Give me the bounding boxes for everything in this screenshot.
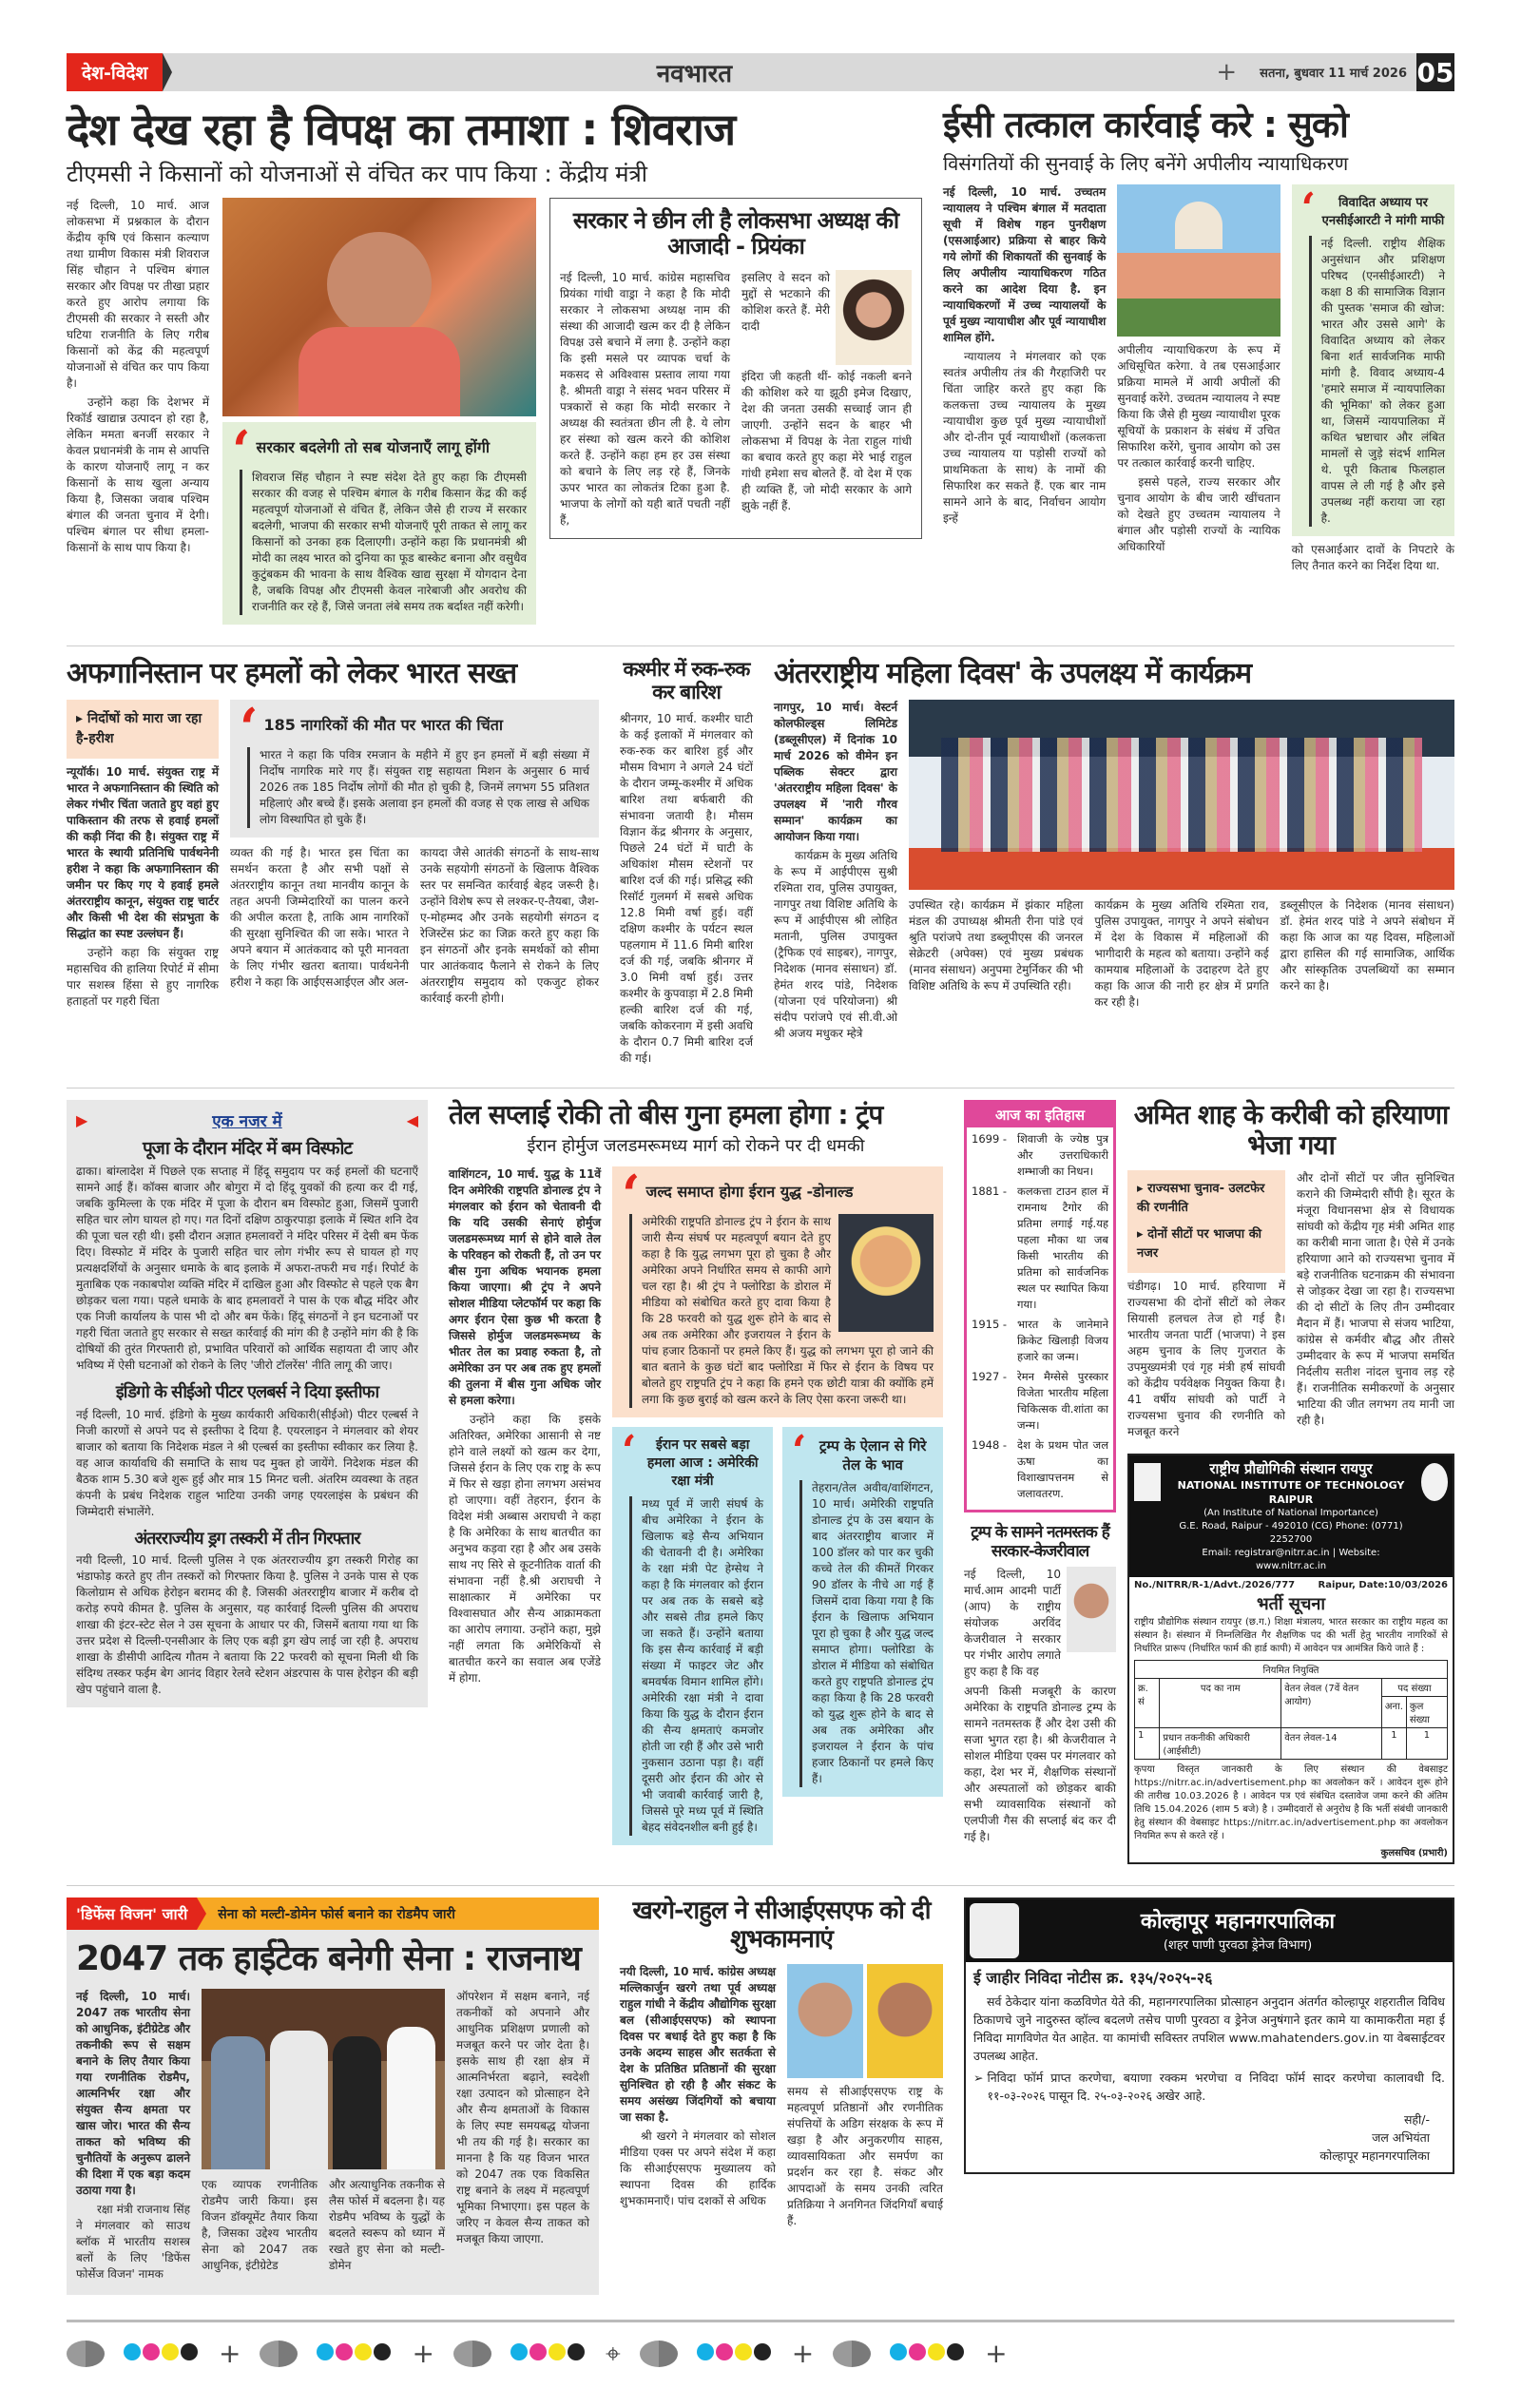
color-dot-icon	[510, 2343, 528, 2360]
amit-shah-col2: और दोनों सीटों पर जीत सुनिश्चित कराने की जिम्मेदारी सौंपी है। सूरत के मंजूरा विधानसभा क्षेत्र से विधायक सांघवी को केंद्रीय गृह मंत्री अमित शाह का करीबी माना जाता है। ऐसे में उनके हरियाणा आने को राज्यसभा चुनाव में बड़े राजनीतिक घटनाक्रम की संभावना से जोड़कर देखा जा रहा है। राज्यसभा की दो सीटों के लिए तीन उम्मीदवार मैदान में हैं। भाजपा से संजय भाटिया, कांग्रेस से कर्मवीर बौद्ध और तीसरे उम्मीदवार के रूप में भाजपा समर्थित निर्दलीय सतीश नांदल चुनाव लड़ रहे हैं। राजनीतिक समीकरणों के अनुसार भाटिया की जीत लगभग तय मानी जा रही है।	[1297, 1171, 1454, 1428]
article-kashmir	[620, 658, 753, 1067]
bullet-item	[1137, 1225, 1276, 1263]
color-dots	[697, 2343, 773, 2364]
kashmir-body: श्रीनगर, 10 मार्च. कश्मीर घाटी के कई इलाकों में मंगलवार को रुक-रुक कर बारिश हुई और मौसम विभाग ने अगले 24 घंटों के दौरान जम्मू-कश्मीर में अधिक बारिश तथा बर्फबारी की संभावना जतायी है। मौसम विज्ञान केंद्र श्रीनगर के अनुसार, पिछले 24 घंटों में घाटी के अधिकांश मौसम स्टेशनों पर बारिश दर्ज की गई। प्रसिद्ध स्की रिसॉर्ट गुलमर्ग में सबसे अधिक 12.8 मिमी वर्षा हुई। वहीं दक्षिण कश्मीर के पर्यटन स्थल पहलगाम में 11.6 मिमी बारिश दर्ज की गई, जबकि श्रीनगर में 3.0 मिमी वर्षा हुई। उत्तर कश्मीर के कुपवाड़ा में 2.8 मिमी हल्की बारिश दर्ज की गई, जबकि कोकरनाग में इसी अवधि के दौरान 0.7 मिमी बारिश दर्ज की गई।	[620, 711, 753, 1065]
registration-plus-icon: +	[219, 2338, 241, 2370]
photo-womens-day-event	[909, 700, 1454, 890]
defence-strap-row	[67, 1898, 599, 1930]
history-text: शिवाजी के ज्येष्ठ पुत्र और उत्तराधिकारी शम्भाजी का निधन।	[1017, 1131, 1108, 1178]
kmc-notice-no: ई जाहीर निविदा नोटीस क्र. १३५/२०२५-२६	[973, 1969, 1213, 1988]
history-year: 1948 -	[972, 1437, 1008, 1452]
nit-table-header: क्र. सं	[1135, 1679, 1160, 1728]
kejriwal-body-a: नई दिल्ली, 10 मार्च.आम आदमी पार्टी (आप) के राष्ट्रीय संयोजक अरविंद केजरीवाल ने सरकार पर गंभीर आरोप लगाते हुए कहा है कि वह	[964, 1568, 1061, 1679]
color-dot-icon	[716, 2343, 733, 2360]
history-text: रेमन मैग्सेसे पुरस्कार विजेता भारतीय महिला चिकित्सक वी.शांता का जन्म।	[1017, 1369, 1108, 1432]
defence-col3: और अत्याधुनिक तकनीक से लैस फोर्स में बदलना है। यह रोडमैप भविष्य के युद्धों के बदलते स्वरूप को ध्यान में रखते हुए सेना को मल्टी-डोमेन	[329, 2177, 445, 2272]
quote-title: सरकार बदलेगी तो सब योजनाएँ लागू होंगी	[256, 437, 491, 456]
quote-mark-icon: ‘	[622, 1426, 637, 1475]
kmc-bullet-text: निविदा फॉर्म प्राप्त करणेचा, बयाणा रक्कम भरणेचा व निविदा फॉर्म सादर करणेचा कालावधी दि. ११-०३-२०२६ पासून दि. २५-०३-२०२६ अखेर आहे.	[987, 2071, 1445, 2104]
ncert-body: नई दिल्ली. राष्ट्रीय शैक्षिक अनुसंधान और प्रशिक्षण परिषद (एनसीईआरटी) ने कक्षा 8 की सामाजिक विज्ञान की पुस्तक 'समाज की खोज: भारत और उससे आगे' के विवादित अध्याय को लेकर बिना शर्त सार्वजनिक माफी मांगी है. विवाद अध्याय-4 'हमारे समाज में न्यायपालिका की भूमिका' को लेकर हुआ था, जिसमें न्यायपालिका में कथित भ्रष्टाचार और लंबित मामलों से जुड़े संदर्भ शामिल थे. पूरी किताब फिलहाल वापस ले ली गई है और इसे उपलब्ध नहीं कराया जा रहा है.	[1309, 236, 1445, 527]
registration-plus-icon: +	[1216, 58, 1238, 87]
ncert-title: विवादित अध्याय पर एनसीईआरटी ने मांगी माफी	[1321, 195, 1445, 228]
history-and-amit	[964, 1100, 1454, 1864]
nit-ref-no: No./NITRR/R-1/Advt./2026/777	[1134, 1580, 1296, 1591]
defence-col4: ऑपरेशन में सक्षम बनाने, नई तकनीकों को अपनाने और आधुनिक प्रशिक्षण प्रणाली को मजबूत करने पर जोर देता है। इसके साथ ही रक्षा क्षेत्र में आत्मनिर्भरता बढ़ाने, स्वदेशी रक्षा उत्पादन को प्रोत्साहन देने और सैन्य क्षमताओं के विकास के लिए स्पष्ट समयबद्ध योजना भी तय की गई है। सरकार का मानना है कि यह विजन भारत को 2047 तक एक विकसित राष्ट्र बनाने के लक्ष्य में महत्वपूर्ण भूमिका निभाएगा। इस पहल के जरिए न केवल सैन्य ताकत को मजबूत किया जाएगा.	[456, 1989, 589, 2245]
defence-columns	[76, 1989, 589, 2285]
headline-kharge: खरगे-राहुल ने सीआईएसएफ को दी शुभकामनाएं	[632, 1897, 931, 1955]
defence-tag: 'डिफेंस विजन' जारी	[67, 1898, 197, 1930]
color-dot-icon	[374, 2343, 391, 2360]
color-dot-icon	[754, 2343, 771, 2360]
trump-columns	[449, 1163, 943, 1845]
history-list	[967, 1127, 1113, 1510]
afghan-col2: व्यक्त की गई है। भारत इस चिंता का समर्थन करता है और सभी पक्षों से अंतरराष्ट्रीय कानून तथा मानवीय कानून के तहत अपनी जिम्मेदारियों का पालन करने की अपील करता है, ताकि आम नागरिकों की सुरक्षा सुनिश्चित की जा सके। भारत ने अपने बयान में आतंकवाद को पूरी मानवता के लिए गंभीर खतरा बताया। पार्वथनेनी हरीश ने कहा कि आईएसआईएल और अल-	[230, 846, 409, 990]
color-dot-icon	[549, 2343, 566, 2360]
row-third	[67, 1088, 1454, 1864]
newspaper-page	[67, 0, 1454, 2408]
paragraph: अपीलीय न्यायाधिकरण के रूप में अधिसूचित करेगा. वे तब एसआईआर प्रक्रिया मामले में आयी अपीलों की सुनवाई करेंगे. उच्चतम न्यायालय ने स्पष्ट किया कि जैसे ही मुख्य न्यायाधीश पूरक सूचियों के प्रकाशन के संबंध में उचित सिफारिश करेंगे, चुनाव आयोग को उस पर तत्काल कार्रवाई करनी चाहिए.	[1117, 342, 1280, 470]
photo-kharge	[867, 1964, 943, 2078]
table-row	[1135, 1728, 1448, 1760]
color-dot-icon	[181, 2343, 198, 2360]
ek-nazar-header	[76, 1109, 418, 1131]
ad-nit-raipur	[1127, 1454, 1454, 1864]
triangle-bullet-icon: ▸	[1137, 1227, 1148, 1243]
section-tag: देश-विदेश	[67, 53, 163, 91]
kicker-text: निर्दोषों को मारा जा रहा है-हरीश	[76, 711, 202, 747]
nit-footer: कृपया विस्तृत जानकारी के लिए संस्थान की वेबसाइट https://nitrr.ac.in/advertisement.php का अवलोकन करें । आवेदन शुरू होने की तारीख 10.03.2026 है । आवेदन पत्र एवं संबंधित दस्तावेज जमा करने की अंतिम तिथि 15.04.2026 (शाम 5 बजे) है । उम्मीदवारों से अनुरोध है कि भर्ती संबंधी जानकारी हेतु संस्थान की वेबसाइट https://nitrr.ac.in/advertisement.php का अवलोकन नियमित रूप से करते रहें ।	[1134, 1764, 1448, 1842]
color-dot-icon	[529, 2343, 547, 2360]
masthead-bar	[67, 53, 1454, 91]
ek-nazar-story1-title: पूजा के दौरान मंदिर में बम विस्फोट	[142, 1137, 353, 1159]
oil-prices-title: ट्रम्प के ऐलान से गिरे तेल के भाव	[818, 1436, 927, 1474]
nit-table-header: अना.	[1381, 1697, 1406, 1728]
color-dot-icon	[317, 2343, 334, 2360]
bullet-item	[1137, 1180, 1276, 1218]
womens-day-columns	[774, 700, 1454, 1045]
registration-oval-icon	[453, 2341, 491, 2367]
paragraph: उन्होंने कहा कि इसके अतिरिक्त, अमेरिका आसानी से नष्ट होने वाले लक्ष्यों को खत्म कर देगा, जिससे ईरान के लिए एक राष्ट्र के रूप में फिर से खड़ा होना लगभग असंभव हो जाएगा। वहीं तेहरान, ईरान के विदेश मंत्री अब्बास अराघची ने कहा है कि अमेरिका के साथ बातचीत का अनुभव कड़वा रहा है और अब उसके साथ नए सिरे से कूटनीतिक वार्ता की संभावना नहीं है.श्री अराघची ने साक्षात्कार में अमेरिका पर विश्वासघात और सैन्य आक्रामकता का आरोप लगाया. उन्होंने कहा, मुझे नहीं लगता कि अमेरिकियों से बातचीत करने का सवाल अब एजेंडे में होगा.	[449, 1412, 601, 1685]
history-item	[972, 1184, 1108, 1313]
nit-contact: Email: registrar@nitrr.ac.in | Website: www.nitrr.ac.in	[1202, 1548, 1380, 1572]
color-dot-icon	[928, 2343, 945, 2360]
paragraph: इससे पहले, राज्य सरकार और चुनाव आयोग के बीच जारी खींचतान को देखते हुए उच्चतम न्यायालय ने बंगाल और पड़ोसी राज्यों के न्यायिक अधिकारियों	[1117, 474, 1280, 553]
paragraph: नई दिल्ली, 10 मार्च।2047 तक भारतीय सेना को आधुनिक, इंटीग्रेटेड और तकनीकी रूप से सक्षम बनाने के लिए तैयार किया गया रणनीतिक रोडमैप, आत्मनिर्भर रक्षा और संयुक्त सैन्य क्षमता पर खास जोर। भारत की सैन्य ताकत को भविष्य की चुनौतियों के अनुरूप ढालने की दिशा में एक बड़ा कदम उठाया गया है।	[76, 1989, 190, 2197]
registration-oval-icon	[260, 2341, 298, 2367]
emblem-icon	[1134, 1463, 1161, 1501]
history-year: 1915 -	[972, 1317, 1008, 1331]
paragraph: उन्होंने कहा कि देशभर में रिकॉर्ड खाद्यान्न उत्पादन हो रहा है, लेकिन ममता बनर्जी सरकार ने केवल प्रधानमंत्री के नाम से आपत्ति के कारण योजनाएँ लागू न कर किसानों के साथ खुला अन्याय किया है, जिसका जवाब पश्चिम बंगाल की जनता चुनाव में देगी। पश्चिम बंगाल पर सीधा हमला- किसानों के साथ पाप किया है।	[67, 395, 209, 554]
color-dot-icon	[735, 2343, 752, 2360]
kmc-sign-3: कोल्हापूर महानगरपालिका	[1319, 2148, 1430, 2164]
sidebar-ncert	[1292, 184, 1454, 536]
quote-title: जल्द समाप्त होगा ईरान युद्ध -डोनाल्ड	[645, 1182, 854, 1201]
article-amit-shah	[1127, 1100, 1454, 1864]
quote-mark-icon: ‘	[792, 1426, 807, 1475]
history-label: आज का इतिहास	[967, 1103, 1113, 1127]
headline-ec: ईसी तत्काल कार्रवाई करे : सुको	[943, 104, 1348, 145]
nit-table-caption: नियमित नियुक्ति	[1135, 1661, 1448, 1679]
history-text: देश के प्रथम पोत जल ऊषा का विशाखापत्तनम से जलावतरण.	[1017, 1437, 1108, 1500]
defence-block	[67, 1898, 599, 2294]
afghan-col3: कायदा जैसे आतंकी संगठनों के साथ-साथ उनके सहयोगी संगठनों के खिलाफ वैश्विक स्तर पर समन्वित कार्रवाई बेहद जरूरी है। उन्होंने विशेष रूप से लश्कर-ए-तैयबा, जैश-ए-मोहम्मद और उनके सहयोगी संगठन द रेजिस्टेंस फ्रंट का जिक्र करते हुए कहा कि इन संगठनों और इनके समर्थकों को सीमा पार आतंकवाद फैलाने से रोकने के लिए अंतरराष्ट्रीय समुदाय को एकजुट होकर कार्रवाई करनी होगी।	[420, 846, 599, 1006]
quote-mark-icon: ‘	[622, 1163, 641, 1226]
ek-nazar-story2-body: नई दिल्ली, 10 मार्च. इंडिगो के मुख्य कार्यकारी अधिकारी(सीईओ) पीटर एल्बर्स ने निजी कारणों से अपने पद से इस्तीफा दे दिया है. एयरलाइन ने मंगलवार को शेयर बाजार को बताया कि निदेशक मंडल ने श्री एल्बर्स का इस्तीफा स्वीकार कर लिया है. वह आज कार्यावधि की समाप्ति के साथ पद मुक्त हो जायेंगे. निदेशक मंडल की बैठक शाम 5.30 बजे शुरू हुई और मात्र 15 मिनट चली. अंतरिम व्यवस्था के तहत कंपनी के प्रबंध निदेशक राहुल भाटिया उनकी जगह एयरलाइंस के प्रबंधन की जिम्मेदारी संभालेंगे.	[76, 1407, 418, 1518]
box-us-defence	[612, 1427, 773, 1845]
headline-amit-shah: अमित शाह के करीबी को हरियाणा भेजा गया	[1133, 1098, 1449, 1162]
nit-table-wrap	[1129, 1660, 1453, 1760]
headline-kashmir: कश्मीर में रुक-रुक कर बारिश	[623, 657, 750, 703]
nit-ref-row	[1129, 1577, 1453, 1593]
headline-kejriwal: ट्रम्प के सामने नतमस्तक हैं सरकार-केजरीवाल	[971, 1522, 1109, 1561]
history-year: 1881 -	[972, 1184, 1008, 1198]
row-top	[67, 105, 1454, 625]
paragraph: नयी दिल्ली, 10 मार्च. कांग्रेस अध्यक्ष मल्लिकार्जुन खरगे तथा पूर्व अध्यक्ष राहुल गांधी ने केंद्रीय औद्योगिक सुरक्षा बल (सीआईएसएफ) को स्थापना दिवस पर बधाई देते हुए कहा है कि उनके अदम्य साहस और सतर्कता से देश के प्रतिष्ठित प्रतिष्ठानों की सुरक्षा सुनिश्चित हो रही है और संकट के समय असंख्य जिंदगियों को बचाया जा सका है.	[620, 1965, 776, 2125]
arrow-bullet-icon: ➢	[973, 2071, 984, 2086]
color-dot-icon	[909, 2343, 926, 2360]
row-second	[67, 645, 1454, 1067]
defence-col1	[76, 1989, 190, 2285]
kmc-header-text	[1027, 1908, 1449, 1955]
womens-day-col1	[774, 700, 897, 1045]
history-item	[972, 1317, 1108, 1365]
photo-rahul	[787, 1964, 863, 2078]
nit-table-header: कुल संख्या	[1406, 1697, 1447, 1728]
quote-body-wrap	[629, 1214, 934, 1408]
nit-header	[1129, 1455, 1453, 1577]
priyanka-col2a: इसलिए वे सदन को मुद्दों से भटकाने की कोशिश करते हैं. मेरी दादी	[741, 270, 830, 333]
nit-tagline: (An Institute of National Importance)	[1203, 1508, 1378, 1519]
paper-name: नवभारत	[656, 60, 733, 88]
article-priyanka	[549, 198, 922, 539]
kmc-logo-icon	[970, 1903, 1019, 1958]
quote-box-trump	[612, 1163, 943, 1417]
ek-nazar-story2-title: इंडिगो के सीईओ पीटर एलबर्स ने दिया इस्तीफा	[115, 1381, 379, 1402]
paragraph: कार्यक्रम के मुख्य अतिथि के रूप में आईपीएस सुश्री रश्मिता राव, पुलिस उपायुक्त, नागपुर तथा विशिष्ट अतिथि के रूप में आईपीएस श्री लोहित मतानी, पुलिस उपायुक्त (ट्रैफिक एवं साइबर), नागपुर, निदेशक (मानव संसाधन) डॉ. हेमंत शरद पांडे, निदेशक (योजना एवं परियोजना) श्री संदीप परांजपे एवं सी.वी.ओ श्री अजय मधुकर म्हेत्रे	[774, 849, 897, 1041]
article-defence	[67, 1930, 599, 2294]
article-trump	[449, 1100, 943, 1845]
history-text: कलकत्ता टाउन हाल में रामनाथ टैगोर की प्रतिमा लगाई गई.यह पहला मौका था जब किसी भारतीय की प्रतिमा को सार्वजनिक स्थल पर स्थापित किया गया।	[1017, 1184, 1108, 1311]
quote-body: अमेरिकी राष्ट्रपति डोनाल्ड ट्रंप ने ईरान के साथ जारी सैन्य संघर्ष पर महत्वपूर्ण बयान देते हुए कहा है कि युद्ध लगभग पूरा हो चुका है और अमेरिका अपने निर्धारित समय से काफी आगे चल रहा है। श्री ट्रंप ने फ्लोरिडा के डोराल में मीडिया को संबोधित करते हुए दावा किया है कि 28 फरवरी को युद्ध शुरू होने के बाद से अब तक अमेरिका और इजरायल ने ईरान के पांच हजार ठिकानों पर हमले किए हैं। युद्ध को लगभग पूरा हो जाने की बात बताने के कुछ घंटों बाद फ्लोरिडा में फिर से ईरान के विषय पर बोलते हुए राष्ट्रपति ट्रंप ने कहा कि हमने एक छोटी यात्रा की क्योंकि हमें लगा कि कुछ बुराई को खत्म करने के लिए ऐसा करना जरूरी था।	[642, 1214, 934, 1406]
color-dots	[510, 2343, 587, 2364]
defence-col2: एक व्यापक रणनीतिक रोडमैप जारी किया। इस विजन डॉक्यूमेंट तैयार किया है, जिसका उद्देश्य भारतीय सेना को 2047 तक आधुनिक, इंटीग्रेटेड	[202, 2177, 318, 2272]
trump-right	[612, 1163, 943, 1845]
registration-marks	[67, 2320, 1454, 2370]
triangle-bullet-icon: ▸	[76, 711, 87, 727]
registration-oval-icon	[67, 2341, 105, 2367]
kmc-body: सर्व ठेकेदार यांना कळविणेत येते की, महानगरपालिका प्रोत्साहन अनुदान अंतर्गत कोल्हापूर शहरातील विविध ठिकाणचे जुने नादुरुस्त व्हॉल्व बदलणे तसेच पाणी पुरवठा व ड्रेनेज अनुषंगाने इतर कामे या कामाकरीता महा ई निविदा मागविणेत येत आहेत. या कामांची सविस्तर तपशिल www.mahatenders.gov.in या वेबसाईटवर उपलब्ध आहेत.	[973, 1994, 1445, 2064]
kmc-sign-2: जल अभियंता	[1372, 2130, 1430, 2146]
ek-nazar-story3-title: अंतरराज्यीय ड्रग तस्करी में तीन गिरफ्तार	[134, 1528, 360, 1549]
box-oil-prices	[782, 1427, 943, 1797]
kmc-wrap	[964, 1898, 1454, 2174]
kharge-columns	[620, 1964, 943, 2229]
ek-nazar-story1-body: ढाका। बांग्लादेश में पिछले एक सप्ताह में हिंदू समुदाय पर कई हमलों की घटनाएँ सामने आई हैं। कॉक्स बाजार और बोगुरा में दो हिंदू युवकों की हत्या कर दी गई, जबकि कुमिल्ला के एक मंदिर में पूजा के दौरान बम विस्फोट हुआ, जिसमें पुजारी सहित चार लोग घायल हो गए। गत दिनों दक्षिण ठाकुरपाड़ा इलाके में स्थित शनि देव की पूजा चल रही थी। इसी दौरान अज्ञात हमलावरों ने मंदिर परिसर में देसी बम फेंक दिए। विस्फोट में मंदिर के पुजारी सहित चार लोग गंभीर रूप से घायल हो गए प्रत्यक्षदर्शियों के अनुसार धमाके के बाद इलाके में अफरा-तफरी मच गई। रिपोर्ट के मुताबिक एक नकाबपोश व्यक्ति मंदिर में दाखिल हुआ और विस्फोट से पहले एक बैग छोड़कर चला गया। पहले धमाके के बाद हमलावरों ने पास के एक बौद्ध मंदिर और एक निजी कार्यालय के पास भी दो और बम फेंके। हिंदू संगठनों ने इन घटनाओं पर गहरी चिंता जताते हुए सरकार से सख्त कार्रवाई की मांग की है उन्होंने मांग की है कि दोषियों की तुरंत गिरफ्तारी हो, प्रभावित परिवारों को आर्थिक सहायता दी जाए और भविष्य में ऐसी घटनाओं को रोकने के लिए 'जीरो टॉलरेंस' नीति लागू की जाए।	[76, 1164, 418, 1372]
color-dot-icon	[143, 2343, 160, 2360]
ec-col3-wrap	[1292, 184, 1454, 574]
us-defence-body: मध्य पूर्व में जारी संघर्ष के बीच अमेरिका ने ईरान के खिलाफ बड़े सैन्य अभियान की चेतावनी दी है। अमेरिका के रक्षा मंत्री पेट हेग्सेथ ने कहा है कि मंगलवार को ईरान पर अब तक के सबसे बड़े और सबसे तीव्र हमले किए जा सकते हैं। उन्होंने बताया कि इस सैन्य कार्रवाई में बड़ी संख्या में फाइटर जेट और बमवर्षक विमान शामिल होंगे। अमेरिकी रक्षा मंत्री ने दावा किया कि युद्ध के दौरान ईरान की सैन्य क्षमताएं कमजोर होती जा रही हैं और उसे भारी नुकसान उठाना पड़ा है। वहीं दूसरी ओर ईरान की ओर से भी जवाबी कार्रवाई जारी है, जिससे पूरे मध्य पूर्व में स्थिति बेहद संवेदनशील बनी हुई है।	[629, 1496, 763, 1836]
kejriwal-body-b: अपनी किसी मजबूरी के कारण अमेरिका के राष्ट्रपति डोनाल्ड ट्रम्प के सामने नतमस्तक हैं और देश उसी की सजा भुगत रहा है। श्री केजरीवाल ने सोशल मीडिया एक्स पर मंगलवार को कहा, देश भर में, शैक्षणिक संस्थानों और अस्पतालों को छोड़कर बाकी सभी व्यावसायिक संस्थानों को एलपीजी गैस की सप्लाई बंद कर दी गई है।	[964, 1685, 1116, 1844]
ec-columns	[943, 184, 1454, 574]
article-shivraj	[67, 105, 922, 625]
afghan-col1-wrap	[67, 700, 219, 1012]
trump-boxes	[612, 1427, 943, 1845]
nit-notice-title: भर्ती सूचना	[1256, 1594, 1326, 1615]
kmc-signature	[966, 2105, 1453, 2172]
color-dots	[124, 2343, 200, 2364]
nit-table-header: पद का नाम	[1160, 1679, 1281, 1728]
photo-supreme-court	[1117, 184, 1280, 337]
history-year: 1927 -	[972, 1369, 1008, 1383]
section-arrow-icon	[163, 53, 172, 91]
kharge-col1	[620, 1964, 776, 2212]
womens-day-col2: उपस्थित रहे। कार्यक्रम में झंकार महिला मंडल की उपाध्यक्ष श्रीमती रीना पांडे एवं श्रुति परांजपे तथा डब्लूपीएस की जनरल सेक्रेटरी (अपेक्स) एवं मुख्य प्रबंधक (मानव संसाधन) अनुपमा टेमुर्निकर की भी विशिष्ट अतिथि के रूप में उपस्थिति रही।	[909, 898, 1084, 993]
paragraph: श्री खरगे ने मंगलवार को सोशल मीडिया एक्स पर अपने संदेश में कहा कि सीआईएसएफ मुख्यालय को स्थापना दिवस की हार्दिक शुभकामनाएँ। पांच दशकों से अधिक	[620, 2129, 776, 2208]
defence-lower-cols	[202, 2177, 445, 2274]
amit-shah-col1: चंडीगढ़। 10 मार्च. हरियाणा में राज्यसभा की दोनों सीटों को लेकर सियासी हलचल तेज हो गई है। भारतीय जनता पार्टी (भाजपा) ने इस अहम चुनाव के लिए गुजरात के उपमुख्यमंत्री एवं गृह मंत्री हर्ष सांघवी को केंद्रीय पर्यवेक्षक नियुक्त किया है। 41 वर्षीय सांघवी को पार्टी ने राज्यसभा चुनाव की रणनीति को मजबूत करने	[1127, 1280, 1285, 1439]
col-right	[964, 1100, 1454, 1864]
headline-defence: 2047 तक हाईटेक बनेगी सेना : राजनाथ	[76, 1939, 581, 1979]
photo-defence-vision-launch	[202, 1989, 445, 2169]
color-dots	[890, 2343, 966, 2364]
ek-nazar-label: एक नजर में	[212, 1111, 282, 1131]
registration-plus-icon: +	[791, 2338, 815, 2370]
kmc-dept: (शहर पाणी पुरवठा ड्रेनेज विभाग)	[1163, 1937, 1313, 1953]
article-kejriwal	[964, 1524, 1116, 1845]
history-text: भारत के जानेमाने क्रिकेट खिलाड़ी विजय हजारे का जन्म।	[1017, 1317, 1108, 1363]
registration-oval-icon	[640, 2341, 678, 2367]
womens-day-col3: कार्यक्रम के मुख्य अतिथि रश्मिता राव, पुलिस उपायुक्त, नागपुर ने अपने संबोधन में देश के विकास में महिलाओं की भागीदारी के महत्व को बताया। उन्होंने कई कामयाब महिलाओं के उदाहरण देते हुए कहा कि आज की नारी हर क्षेत्र में प्रगति कर रही है।	[1094, 898, 1269, 1010]
nit-address: G.E. Road, Raipur - 492010 (CG) Phone: (0771) 2252700	[1179, 1521, 1403, 1546]
kicker-afghan	[67, 700, 219, 759]
paragraph: न्यायालय ने मंगलवार को एक स्वतंत्र अपीलीय तंत्र की गैरहाजिरी पर चिंता जाहिर करते हुए कहा कि कलकत्ता उच्च न्यायालय के मुख्य न्यायाधीश कुछ पूर्व मुख्य न्यायाधीशों और दो-तीन पूर्व न्यायाधीशों (कलकत्ता उच्च न्यायालय या पड़ोसी राज्यों को प्राथमिकता के साथ) के नामों की सिफारिश कर सकते हैं. एक बार नाम सामने आने के बाद, निर्वाचन आयोग इन्हें	[943, 349, 1107, 525]
afghan-right	[230, 697, 599, 1007]
nit-intro: राष्ट्रीय प्रौद्योगिक संस्थान रायपुर (छ.ग.) शिक्षा मंत्रालय, भारत सरकार का राष्ट्रीय महत्व का संस्थान है। संस्थान में निम्नलिखित गैर शैक्षणिक पद की भर्ती हेतु भारतीय नागरिकों से निर्धारित प्रारूप (निर्धारित फार्म की हार्ड कापी) में आवेदन पत्र आमंत्रित किये जाते हैं :	[1134, 1617, 1448, 1655]
ec-col2-text	[1117, 342, 1280, 555]
nit-title-hindi: राष्ट्रीय प्रौद्योगिकी संस्थान रायपुर	[1209, 1460, 1373, 1478]
kharge-col2: समय से सीआईएसएफ राष्ट्र के महत्वपूर्ण प्रतिष्ठानों और रणनीतिक संपत्तियों के अडिग संरक्षक के रूप में खड़ा है और अनुकरणीय साहस, व्यावसायिकता और समर्पण का प्रदर्शन कर रहा है. संकट और आपदाओं के समय उनकी त्वरित प्रतिक्रिया ने अनगिनत जिंदगियाँ बचाई हैं.	[787, 2085, 943, 2228]
kmc-title: कोल्हापूर महानगरपालिका	[1140, 1909, 1336, 1934]
arrow-right-icon: ▶	[76, 1110, 88, 1129]
quote-mark-icon: ‘	[232, 418, 251, 482]
photo-kejriwal	[1067, 1567, 1116, 1652]
registration-plus-icon: +	[412, 2338, 434, 2370]
strap-arrow-icon	[197, 1898, 206, 1930]
table-cell: 1	[1135, 1728, 1160, 1760]
page-number: 05	[1416, 53, 1454, 91]
afghan-columns	[67, 697, 599, 1012]
row-bottom	[67, 1885, 1454, 2294]
ad-kolhapur-tender	[964, 1898, 1454, 2174]
defence-strap: सेना को मल्टी-डोमेन फोर्स बनाने का रोडमैप जारी	[206, 1898, 599, 1930]
bullets-amit-shah	[1127, 1170, 1285, 1273]
color-dot-icon	[336, 2343, 353, 2360]
kmc-sign-1: सही/-	[1403, 2112, 1430, 2128]
shivraj-columns	[67, 198, 922, 625]
ec-col1	[943, 184, 1106, 530]
color-dot-icon	[162, 2343, 179, 2360]
color-dot-icon	[947, 2343, 964, 2360]
subhead-trump: ईरान होर्मुज जलडमरूमध्य मार्ग को रोकने पर दी धमकी	[527, 1136, 865, 1157]
paragraph: न्यूयॉर्क। 10 मार्च. संयुक्त राष्ट्र में भारत ने अफगानिस्तान की स्थिति को लेकर गंभीर चिंता जताते हुए वहां हुए पाकिस्तान की तरफ से हवाई हमलों की कड़ी निंदा की है। संयुक्त राष्ट्र में भारत के स्थायी प्रतिनिधि पार्वथनेनी हरीश ने कहा कि अफगानिस्तान की जमीन पर किए गए ये हवाई हमले अंतरराष्ट्रीय कानून, संयुक्त राष्ट्र चार्टर और किसी भी देश की संप्रभुता के सिद्धांत का स्पष्ट उल्लंघन हैं।	[67, 765, 219, 941]
paragraph: उन्होंने कहा कि संयुक्त राष्ट्र महासचिव की हालिया रिपोर्ट में सीमा पार सशस्त्र हिंसा से हुए नागरिक हताहतों पर गहरी चिंता	[67, 946, 219, 1009]
amit-shah-columns	[1127, 1170, 1454, 1440]
photo-trump	[838, 1214, 934, 1332]
nit-table-header: वेतन लेवल (7वें वेतन आयोग)	[1281, 1679, 1382, 1728]
history-kejriwal-col	[964, 1100, 1116, 1845]
table-cell: 1	[1406, 1728, 1447, 1760]
nit-signatory: कुलसचिव (प्रभारी)	[1380, 1848, 1448, 1859]
quote-body: शिवराज सिंह चौहान ने स्पष्ट संदेश देते हुए कहा कि टीएमसी सरकार की वजह से पश्चिम बंगाल के गरीब किसान केंद्र की कई महत्वपूर्ण योजनाओं से वंचित हैं, लेकिन जैसे ही राज्य में सरकार बदलेगी, भाजपा की सरकार सभी योजनाएँ पूरी ताकत से लागू कर किसानों को उनका हक दिलाएगी। उन्होंने कहा कि प्रधानमंत्री श्री मोदी का लक्ष्य भारत को दुनिया का फूड बास्केट बनाना और वसुधैव कुटुंबकम की भावना के साथ वैश्विक खाद्य सुरक्षा में योगदान देना है, जबकि विपक्ष और टीएमसी केवल नारेबाजी और अवरोध की राजनीति कर रहे हैं, जिसे जनता लंबे समय तक बर्दाश्त नहीं करेगी।	[240, 470, 527, 615]
kmc-bullet	[966, 2069, 1453, 2105]
kejriwal-top	[964, 1567, 1116, 1680]
headline-shivraj: देश देख रहा है विपक्ष का तमाशा : शिवराज	[67, 104, 736, 155]
article-womens-day	[774, 658, 1454, 1046]
article-afghan	[67, 658, 599, 1013]
priyanka-photo-wrap	[741, 270, 912, 365]
ec-col3: को एसआईआर दावों के निपटारे के लिए तैनात करने का निर्देश दिया था.	[1291, 542, 1454, 572]
triangle-bullet-icon: ▸	[1137, 1182, 1148, 1197]
color-dot-icon	[355, 2343, 372, 2360]
kharge-right	[787, 1964, 943, 2229]
article-ec	[943, 105, 1454, 574]
color-dot-icon	[568, 2343, 585, 2360]
kmc-header	[966, 1899, 1453, 1962]
trump-col1	[449, 1166, 601, 1689]
table-cell: वेतन लेवल-14	[1281, 1728, 1382, 1760]
registration-oval-icon	[833, 2341, 871, 2367]
col-left	[67, 1100, 428, 1707]
bullet-text: राज्यसभा चुनाव- उलटफेर की रणनीति	[1137, 1182, 1265, 1216]
kharge-photos	[787, 1964, 943, 2078]
subhead-shivraj: टीएमसी ने किसानों को योजनाओं से वंचित कर पाप किया : केंद्रीय मंत्री	[67, 160, 647, 187]
priyanka-columns	[560, 270, 912, 529]
quote-box-shivraj	[222, 418, 536, 625]
color-dot-icon	[124, 2343, 141, 2360]
womens-day-lower-cols	[909, 897, 1454, 1011]
box-aaj-ka-itihas	[964, 1100, 1116, 1512]
paragraph: वाशिंगटन, 10 मार्च. युद्ध के 11वें दिन अमेरिकी राष्ट्रपति डोनाल्ड ट्रंप ने मंगलवार को ईरान को चेतावनी दी कि यदि उसकी सेनाएं होर्मुज जलडमरूमध्य मार्ग से होने वाले तेल के परिवहन को रोकती हैं, तो उन पर बीस गुना अधिक भयानक हमला किया जाएगा। श्री ट्रंप ने अपने सोशल मीडिया प्लेटफॉर्म पर कहा कि अगर ईरान ऐसा कुछ भी करता है जिससे होर्मुज जलडमरूमध्य के भीतर तेल का प्रवाह रुकता है, तो अमेरिका उन पर अब तक हुए हमलों की तुलना में बीस गुना अधिक जोर से हमला करेगा।	[449, 1166, 601, 1407]
nit-table-header: पद संख्या	[1381, 1679, 1447, 1697]
photo-priyanka	[836, 270, 912, 365]
subhead-ec: विसंगतियों की सुनवाई के लिए बनेंगे अपीलीय न्यायाधिकरण	[943, 151, 1349, 175]
priyanka-col1: नई दिल्ली, 10 मार्च. कांग्रेस महासचिव प्रियंका गांधी वाड्रा ने कहा है कि मोदी सरकार ने लोकसभा अध्यक्ष नाम की संस्था की आजादी खत्म कर दी है लेकिन विपक्ष उसे बचाने में लगा है. उन्होंने कहा कि इसी मसले पर व्यापक चर्चा के मकसद से अविश्वास प्रस्ताव लाया गया है. श्रीमती वाड्रा ने संसद भवन परिसर में पत्रकारों से कहा कि मोदी सरकार ने अध्यक्ष की स्वतंत्रता छीन ली है. ये लोग हर संस्था को खत्म करने की कोशिश करते हैं. उन्होंने कहा हम हर उस संस्था को बचाने के लिए लड़ रहे हैं, जिनके ऊपर भारत का लोकतंत्र टिका हुआ है. भाजपा के लोगों को यही बातें पचती नहीं हैं,	[560, 270, 730, 527]
quote-mark-icon: ‘	[240, 697, 259, 761]
quote-box-afghan	[230, 697, 599, 838]
womens-day-col4: डब्लूसीएल के निदेशक (मानव संसाधन) डॉ. हेमंत शरद पांडे ने अपने संबोधन में कहा कि आज का यह दिवस, महिलाओं द्वारा हासिल की गई सामाजिक, आर्थिक और सांस्कृतिक उपलब्धियों का सम्मान करने का है।	[1280, 898, 1454, 993]
us-defence-title: ईरान पर सबसे बड़ा हमला आज : अमेरिकी रक्षा मंत्री	[646, 1436, 759, 1489]
table-cell: प्रधान तकनीकी अधिकारी (आईसीटी)	[1160, 1728, 1281, 1760]
amit-shah-left	[1127, 1170, 1285, 1440]
table-cell: 1	[1381, 1728, 1406, 1760]
registration-plus-icon: ⌖	[605, 2337, 621, 2369]
paragraph: रक्षा मंत्री राजनाथ सिंह ने मंगलवार को साउथ ब्लॉक में भारतीय सशस्त्र बलों के लिए 'डिफेंस फोर्सेज विजन' नामक	[76, 2202, 190, 2281]
registration-plus-icon: +	[985, 2338, 1008, 2370]
headline-trump: तेल सप्लाई रोकी तो बीस गुना हमला होगा : ट्रंप	[449, 1098, 883, 1130]
paragraph: नई दिल्ली, 10 मार्च. आज लोकसभा में प्रश्नकाल के दौरान केंद्रीय कृषि एवं किसान कल्याण तथा ग्रामीण विकास मंत्री शिवराज सिंह चौहान ने पश्चिम बंगाल सरकार और विपक्ष पर तीखा प्रहार करते हुए आरोप लगाया कि टीएमसी की सरकार ने सस्ती और घटिया राजनीति के लिए गरीब किसानों को केंद्र की महत्वपूर्ण योजनाओं से वंचित कर पाप किया है।	[67, 198, 209, 390]
priyanka-col2b: इंदिरा जी कहती थीं- कोई नकली बनने की कोशिश करे या झूठी इमेज दिखाए, देश की जनता उसकी सच्चाई जान ही जाएगी. उन्होंने सदन के बाहर भी लोकसभा में विपक्ष के नेता राहुल गांधी का बचाव करते हुए कहा मेरे भाई राहुल गांधी हमेशा सच बोलते हैं. वो देश में एक ही व्यक्ति हैं, जो मोदी सरकार के आगे झुके नहीं हैं.	[741, 369, 912, 512]
paragraph: नागपुर, 10 मार्च। वेस्टर्न कोलफील्ड्स लिमिटेड (डब्लूसीएल) में दिनांक 10 मार्च 2026 को वीमेन इन पब्लिक सेक्टर द्वारा 'अंतरराष्ट्रीय महिला दिवस' के उपलक्ष्य में 'नारी गौरव सम्मान' कार्यक्रम का आयोजन किया गया।	[774, 701, 897, 844]
nit-table	[1134, 1660, 1448, 1760]
ec-col2	[1117, 184, 1280, 558]
nit-ref-date: Raipur, Date:10/03/2026	[1318, 1580, 1448, 1591]
nit-title-english: NATIONAL INSTITUTE OF TECHNOLOGY RAIPUR	[1177, 1479, 1405, 1507]
article-shivraj-body	[67, 198, 209, 559]
quote-body: भारत ने कहा कि पवित्र रमजान के महीने में हुए इन हमलों में बड़ी संख्या में निर्दोष नागरिक मारे गए हैं। संयुक्त राष्ट्र सहायता मिशन के अनुसार 6 मार्च 2026 तक 185 निर्दोष लोगों की मौत हो चुकी है, जिनमें लगभग 55 प्रतिशत महिलाएं और बच्चे हैं। इसके अलावा इन हमलों की वजह से एक लाख से अधिक लोग विस्थापित हो चुके हैं।	[247, 747, 589, 828]
photo-shivraj	[222, 198, 536, 416]
headline-priyanka: सरकार ने छीन ली है लोकसभा अध्यक्ष की आजादी - प्रियंका	[572, 206, 899, 260]
quote-mark-icon: ‘	[1300, 183, 1316, 233]
history-item	[972, 1437, 1108, 1502]
color-dots	[317, 2343, 393, 2364]
afghan-col1	[67, 764, 219, 1010]
priyanka-col2	[741, 270, 912, 514]
history-year: 1699 -	[972, 1131, 1008, 1146]
afghan-cols-23	[230, 845, 599, 1007]
arrow-left-icon: ◀	[406, 1110, 418, 1129]
ek-nazar-story3-body: नयी दिल्ली, 10 मार्च. दिल्ली पुलिस ने एक अंतरराज्यीय ड्रग तस्करी गिरोह का भंडाफोड़ करते हुए तीन तस्करों को गिरफ्तार किया है. पुलिस ने उनके पास से एक किलोग्राम से अधिक हेरोइन बरामद की है. जिसकी अंतरराष्ट्रीय बाजार में करीब दो करोड़ रुपये कीमत है. पुलिस के अनुसार, यह कार्रवाई दिल्ली पुलिस की अपराध शाखा की इंटर-स्टेट सेल ने उस सूचना के आधार पर की, जिसमें बताया गया था कि उत्तर प्रदेश से दिल्ली-एनसीआर के लिए एक बड़ी ड्रग खेप लाई जा रही है. अपराध शाखा के डीसीपी आदित्य गौतम ने बताया कि 22 फरवरी को सूचना मिली थी कि संदिग्ध तस्कर फईम बेग आनंद विहार रेलवे स्टेशन अंडरपास के पास हेरोइन की बड़ी खेप पहुंचाने वाला है.	[76, 1553, 418, 1697]
headline-womens-day: अंतरराष्ट्रीय महिला दिवस' के उपलक्ष्य में कार्यक्रम	[774, 656, 1252, 690]
history-item	[972, 1131, 1108, 1180]
womens-day-right	[909, 700, 1454, 1011]
history-item	[972, 1369, 1108, 1434]
shivraj-photo-column	[222, 198, 536, 625]
color-dot-icon	[890, 2343, 907, 2360]
dateline: सतना, बुधवार 11 मार्च 2026	[1260, 67, 1407, 81]
box-ek-nazar	[67, 1100, 428, 1707]
bullet-text: दोनों सीटों पर भाजपा की नजर	[1137, 1227, 1262, 1262]
quote-title: 185 नागरिकों की मौत पर भारत की चिंता	[263, 716, 503, 735]
defence-middle	[202, 1989, 445, 2274]
nit-logo-icon	[1421, 1463, 1448, 1501]
paragraph: नई दिल्ली, 10 मार्च. उच्चतम न्यायालय ने पश्चिम बंगाल में मतदाता सूची में विशेष गहन पुनरीक्षण (एसआईआर) प्रक्रिया से बाहर किये गये लोगों की शिकायतों की सुनवाई के लिए अपीलीय न्यायाधिकरण गठित करने का आदेश दिया है. इन न्यायाधिकरणों में उच्च न्यायालयों के पूर्व मुख्य न्यायाधीश और पूर्व न्यायाधीश शामिल होंगे.	[943, 184, 1107, 344]
headline-afghan: अफगानिस्तान पर हमलों को लेकर भारत सख्त	[67, 656, 517, 690]
oil-prices-body: तेहरान/तेल अवीव/वाशिंगटन, 10 मार्च। अमेरिकी राष्ट्रपति डोनाल्ड ट्रंप के उस बयान के बाद अंतरराष्ट्रीय बाजार में 100 डॉलर को पार कर चुकी कच्चे तेल की कीमतें गिरकर 90 डॉलर के नीचे आ गई हैं जिसमें दावा किया गया है कि ईरान के खिलाफ अभियान पूरा हो चुका है और युद्ध जल्द समाप्त होगा। फ्लोरिडा के डोराल में मीडिया को संबोधित करते हुए राष्ट्रपति डोनाल्ड ट्रंप कहा किया है कि 28 फरवरी को युद्ध शुरू होने के बाद से अब तक अमेरिका और इजरायल ने ईरान के पांच हजार ठिकानों पर हमले किए हैं।	[799, 1480, 934, 1787]
article-kharge	[620, 1898, 943, 2229]
color-dot-icon	[697, 2343, 714, 2360]
